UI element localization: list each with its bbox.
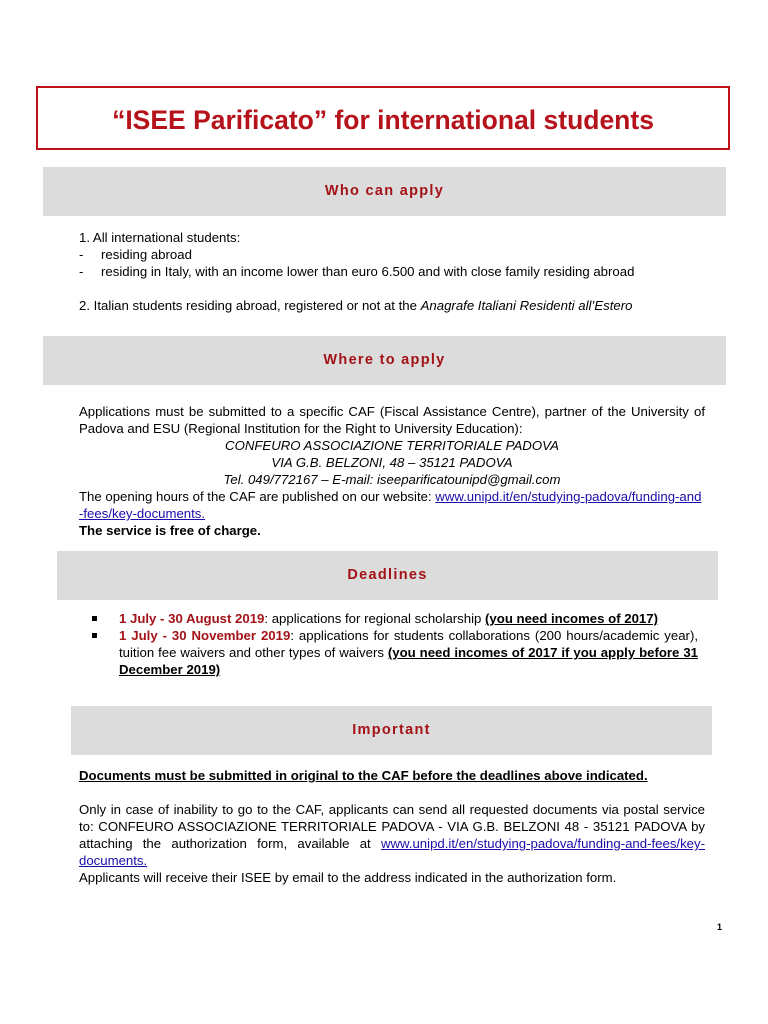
dash: - xyxy=(79,247,84,262)
caf-address-name: CONFEURO ASSOCIAZIONE TERRITORIALE PADOVA xyxy=(225,438,559,453)
title-box xyxy=(36,86,730,150)
caf-contact: Tel. 049/772167 – E-mail: iseeparificatounipd@gmail.com xyxy=(223,472,561,487)
where-to-apply-heading: Where to apply xyxy=(43,336,726,385)
who-can-apply-body xyxy=(79,229,719,314)
caf-address-street: VIA G.B. BELZONI, 48 – 35121 PADOVA xyxy=(271,455,513,470)
authorization-form-link[interactable]: www.unipd.it/en/studying-padova/funding-and-fees/key-documents. xyxy=(79,836,705,868)
page-number: 1 xyxy=(717,922,723,932)
key-documents-link[interactable]: www.unipd.it/en/studying-padova/funding-and-fees/key-documents. xyxy=(79,489,702,521)
where-intro: Applications must be submitted to a specific CAF (Fiscal Assistance Centre), partner of the University of Padova and ESU (Regional Institution for the Right to University Education): xyxy=(79,404,705,436)
deadline-item-2: 1 July - 30 November 2019: applications for students collaborations (200 hours/academic year), tuition fee waivers and other types of waivers (you need incomes of 2017 if you apply before 31 December 2019) xyxy=(78,627,698,678)
important-body xyxy=(79,767,705,886)
deadlines-heading: Deadlines xyxy=(57,551,718,600)
who-line-2: 2. Italian students residing abroad, registered or not at the Anagrafe Italiani Residenti all’Estero xyxy=(79,298,633,313)
who-line-1: 1. All international students: xyxy=(79,230,241,245)
deadlines-body xyxy=(78,610,698,678)
who-bullet-a: - residing abroad xyxy=(79,247,192,262)
where-to-apply-body xyxy=(79,403,705,539)
important-para-2: Applicants will receive their ISEE by email to the address indicated in the authorization form. xyxy=(79,870,617,885)
deadlines-list xyxy=(78,610,698,678)
bullet-square-icon xyxy=(92,616,97,621)
deadline-item-1: 1 July - 30 August 2019: applications for regional scholarship (you need incomes of 2017) xyxy=(78,610,698,627)
important-para-1: Only in case of inability to go to the CAF, applicants can send all requested documents via postal service to: CONFEURO ASSOCIAZIONE TERRITORIALE PADOVA - VIA G.B. BELZONI 48 - 35121 PADOVA by attaching the authorization form, available at www.unipd.it/en/studying-padova/funding-and-fees/key-documents. xyxy=(79,802,705,868)
anagrafe-italic: Anagrafe Italiani Residenti all’Estero xyxy=(420,298,633,313)
page-title: “ISEE Parificato” for international students xyxy=(112,105,654,135)
important-heading: Important xyxy=(71,706,712,755)
where-hours: The opening hours of the CAF are published on our website: www.unipd.it/en/studying-padova/funding-and-fees/key-documents. xyxy=(79,489,702,521)
free-of-charge: The service is free of charge. xyxy=(79,523,261,538)
who-bullet-b: - residing in Italy, with an income lower than euro 6.500 and with close family residing abroad xyxy=(79,264,635,279)
who-can-apply-heading: Who can apply xyxy=(43,167,726,216)
bullet-square-icon xyxy=(92,633,97,638)
dash: - xyxy=(79,264,84,279)
important-notice: Documents must be submitted in original to the CAF before the deadlines above indicated. xyxy=(79,768,648,783)
